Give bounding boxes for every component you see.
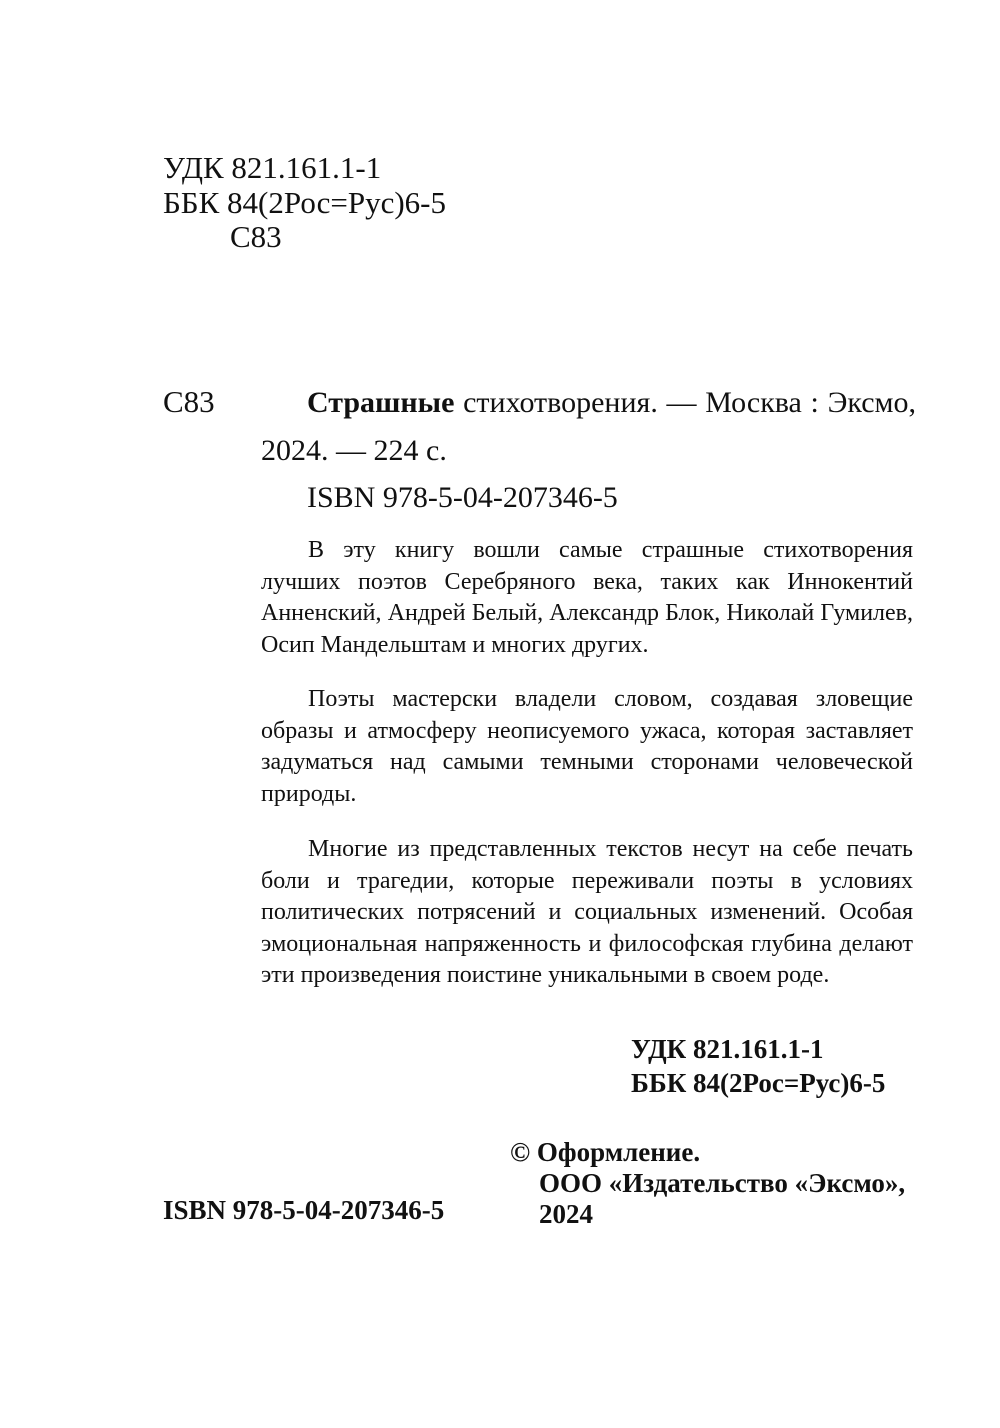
copyright-block — [510, 1137, 930, 1230]
entry-title — [261, 379, 916, 475]
annotation-paragraph-2: Поэты мастерски владели словом, создавая зловещие образы и атмосферу неописуемого ужаса, которая заставляет задуматься над самыми темными сторонами человеческой природы. — [261, 686, 913, 807]
footer-udk: УДК 821.161.1-1 — [631, 1034, 824, 1064]
title-bold: Страшные — [307, 386, 455, 419]
copyright-line-3: 2024 — [539, 1199, 593, 1229]
author-mark: С83 — [230, 219, 282, 254]
entry-author-mark: С83 — [163, 384, 215, 419]
copyright-line-1: © Оформление. — [510, 1137, 701, 1167]
copyright-line-2: ООО «Издательство «Эксмо», — [539, 1168, 906, 1198]
title-rest: стихотворения. — Москва : Эксмо, 2024. — 224 с. — [261, 386, 916, 467]
entry-isbn: ISBN 978-5-04-207346-5 — [307, 481, 618, 514]
bbk-code: ББК 84(2Рос=Рус)6-5 — [163, 185, 446, 220]
footer-isbn: ISBN 978-5-04-207346-5 — [163, 1195, 445, 1225]
annotation-paragraph-3: Многие из представленных текстов несут на себе печать боли и трагедии, которые переживали поэты в условиях политических потрясений и социальных изменений. Особая эмоциональная напряженность и философская глубина делают эти произведения поистине уникальными в своем роде. — [261, 836, 913, 988]
footer-bbk: ББК 84(2Рос=Рус)6-5 — [631, 1068, 886, 1098]
annotation-paragraph-1: В эту книгу вошли самые страшные стихотворения лучших поэтов Серебряного века, таких как Иннокентий Анненский, Андрей Белый, Александр Блок, Николай Гумилев, Осип Мандельштам и многих других. — [261, 537, 913, 658]
udk-code: УДК 821.161.1-1 — [163, 150, 382, 185]
